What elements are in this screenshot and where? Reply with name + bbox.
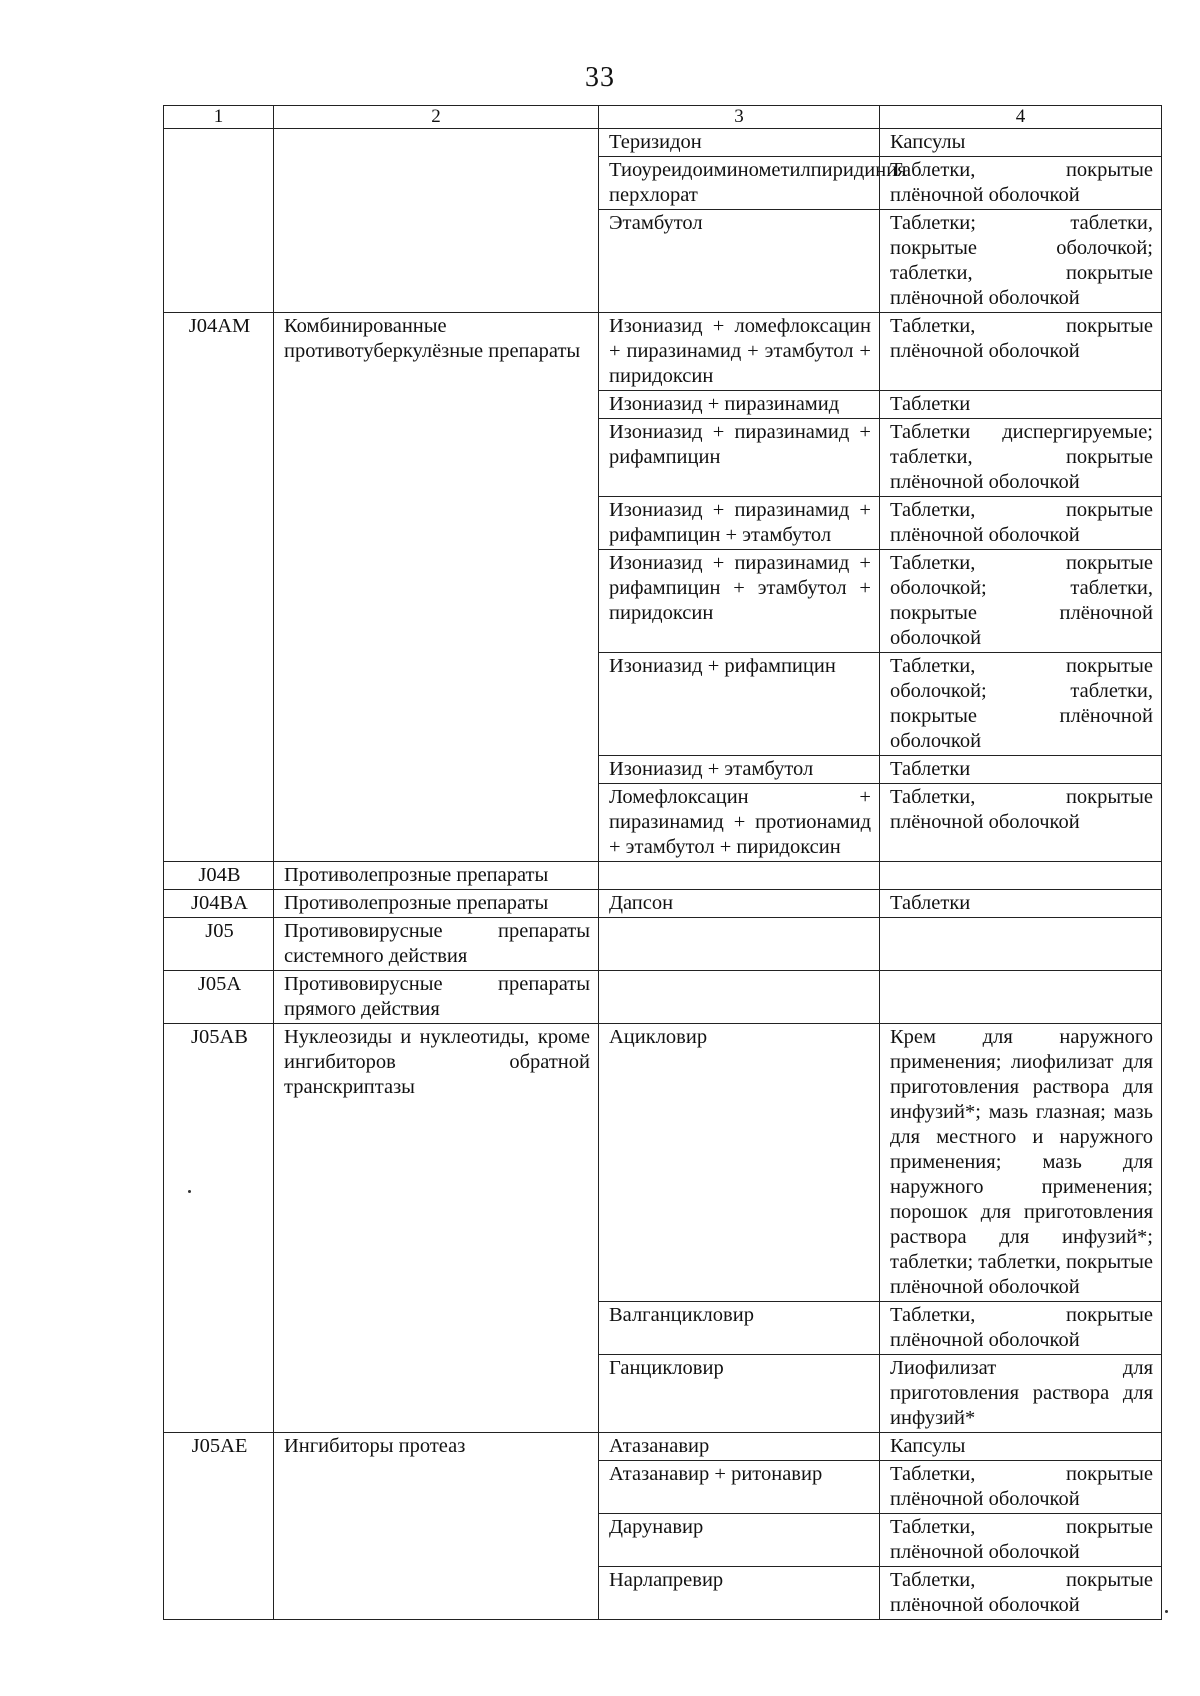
dosage-form-cell: Таблетки	[880, 890, 1162, 918]
drug-name-cell: Ломефлоксацин + пиразинамид + протионамид + этамбутол + пиридоксин	[599, 784, 880, 862]
drug-name-cell: Атазанавир	[599, 1433, 880, 1461]
group-name-cell: Нуклеозиды и нуклеотиды, кроме ингибиторов обратной транскриптазы	[274, 1024, 599, 1433]
dosage-form-cell: Таблетки, покрытые плёночной оболочкой	[880, 313, 1162, 391]
drug-name-cell: Тиоуреидоиминометилпиридиния перхлорат	[599, 157, 880, 210]
group-name-cell: Противовирусные препараты системного действия	[274, 918, 599, 971]
page-number: 33	[585, 62, 615, 93]
table-row	[164, 862, 1162, 890]
atc-code-cell	[164, 129, 274, 313]
header-row	[164, 106, 1162, 129]
dosage-form-cell: Капсулы	[880, 1433, 1162, 1461]
drug-name-cell: Изониазид + рифампицин	[599, 653, 880, 756]
atc-code-cell: J05AB	[164, 1024, 274, 1433]
dosage-form-cell: Таблетки, покрытые плёночной оболочкой	[880, 1302, 1162, 1355]
dosage-form-cell: Таблетки, покрытые плёночной оболочкой	[880, 157, 1162, 210]
drug-name-cell: Изониазид + пиразинамид	[599, 391, 880, 419]
drug-name-cell	[599, 971, 880, 1024]
drug-name-cell: Нарлапревир	[599, 1567, 880, 1620]
group-name-cell: Ингибиторы протеаз	[274, 1433, 599, 1620]
dosage-form-cell: Таблетки	[880, 391, 1162, 419]
dosage-form-cell: Таблетки; таблетки, покрытые оболочкой; таблетки, покрытые плёночной оболочкой	[880, 210, 1162, 313]
dosage-form-cell: Капсулы	[880, 129, 1162, 157]
group-name-cell: Противолепрозные препараты	[274, 862, 599, 890]
table-row	[164, 1024, 1162, 1302]
scan-speck	[1165, 1610, 1168, 1613]
atc-code-cell: J05A	[164, 971, 274, 1024]
atc-code-cell: J05AE	[164, 1433, 274, 1620]
table-row	[164, 129, 1162, 157]
atc-code-cell: J05	[164, 918, 274, 971]
drug-name-cell: Этамбутол	[599, 210, 880, 313]
medication-table	[163, 105, 1162, 1620]
scan-speck	[188, 1190, 191, 1193]
table-row	[164, 890, 1162, 918]
drug-name-cell	[599, 918, 880, 971]
drug-name-cell: Изониазид + пиразинамид + рифампицин + этамбутол + пиридоксин	[599, 550, 880, 653]
drug-name-cell: Дарунавир	[599, 1514, 880, 1567]
dosage-form-cell: Крем для наружного применения; лиофилизат для приготовления раствора для инфузий*; мазь глазная; мазь для местного и наружного применения; мазь для наружного применения; порошок для приготовления раствора для инфузий*; таблетки; таблетки, покрытые плёночной оболочкой	[880, 1024, 1162, 1302]
drug-name-cell: Изониазид + пиразинамид + рифампицин	[599, 419, 880, 497]
group-name-cell: Противолепрозные препараты	[274, 890, 599, 918]
drug-name-cell: Ганцикловир	[599, 1355, 880, 1433]
dosage-form-cell: Таблетки, покрытые оболочкой; таблетки, покрытые плёночной оболочкой	[880, 653, 1162, 756]
drug-name-cell: Теризидон	[599, 129, 880, 157]
header-col-4: 4	[880, 106, 1162, 129]
drug-name-cell: Валганцикловир	[599, 1302, 880, 1355]
dosage-form-cell: Таблетки	[880, 756, 1162, 784]
atc-code-cell: J04B	[164, 862, 274, 890]
drug-name-cell: Изониазид + ломефлоксацин + пиразинамид + этамбутол + пиридоксин	[599, 313, 880, 391]
dosage-form-cell: Лиофилизат для приготовления раствора для инфузий*	[880, 1355, 1162, 1433]
dosage-form-cell: Таблетки, покрытые плёночной оболочкой	[880, 784, 1162, 862]
dosage-form-cell	[880, 918, 1162, 971]
atc-code-cell: J04BA	[164, 890, 274, 918]
drug-name-cell: Атазанавир + ритонавир	[599, 1461, 880, 1514]
dosage-form-cell: Таблетки, покрытые оболочкой; таблетки, покрытые плёночной оболочкой	[880, 550, 1162, 653]
group-name-cell: Противовирусные препараты прямого действия	[274, 971, 599, 1024]
header-col-1: 1	[164, 106, 274, 129]
header-col-3: 3	[599, 106, 880, 129]
atc-code-cell: J04AM	[164, 313, 274, 862]
drug-name-cell: Ацикловир	[599, 1024, 880, 1302]
drug-name-cell: Дапсон	[599, 890, 880, 918]
table-row	[164, 313, 1162, 391]
dosage-form-cell: Таблетки диспергируемые; таблетки, покрытые плёночной оболочкой	[880, 419, 1162, 497]
dosage-form-cell: Таблетки, покрытые плёночной оболочкой	[880, 497, 1162, 550]
drug-name-cell: Изониазид + пиразинамид + рифампицин + этамбутол	[599, 497, 880, 550]
table-row	[164, 1433, 1162, 1461]
dosage-form-cell: Таблетки, покрытые плёночной оболочкой	[880, 1514, 1162, 1567]
dosage-form-cell	[880, 971, 1162, 1024]
group-name-cell: Комбинированные противотуберкулёзные препараты	[274, 313, 599, 862]
dosage-form-cell: Таблетки, покрытые плёночной оболочкой	[880, 1567, 1162, 1620]
drug-name-cell: Изониазид + этамбутол	[599, 756, 880, 784]
dosage-form-cell: Таблетки, покрытые плёночной оболочкой	[880, 1461, 1162, 1514]
header-col-2: 2	[274, 106, 599, 129]
drug-name-cell	[599, 862, 880, 890]
group-name-cell	[274, 129, 599, 313]
dosage-form-cell	[880, 862, 1162, 890]
table-row	[164, 918, 1162, 971]
table-row	[164, 971, 1162, 1024]
